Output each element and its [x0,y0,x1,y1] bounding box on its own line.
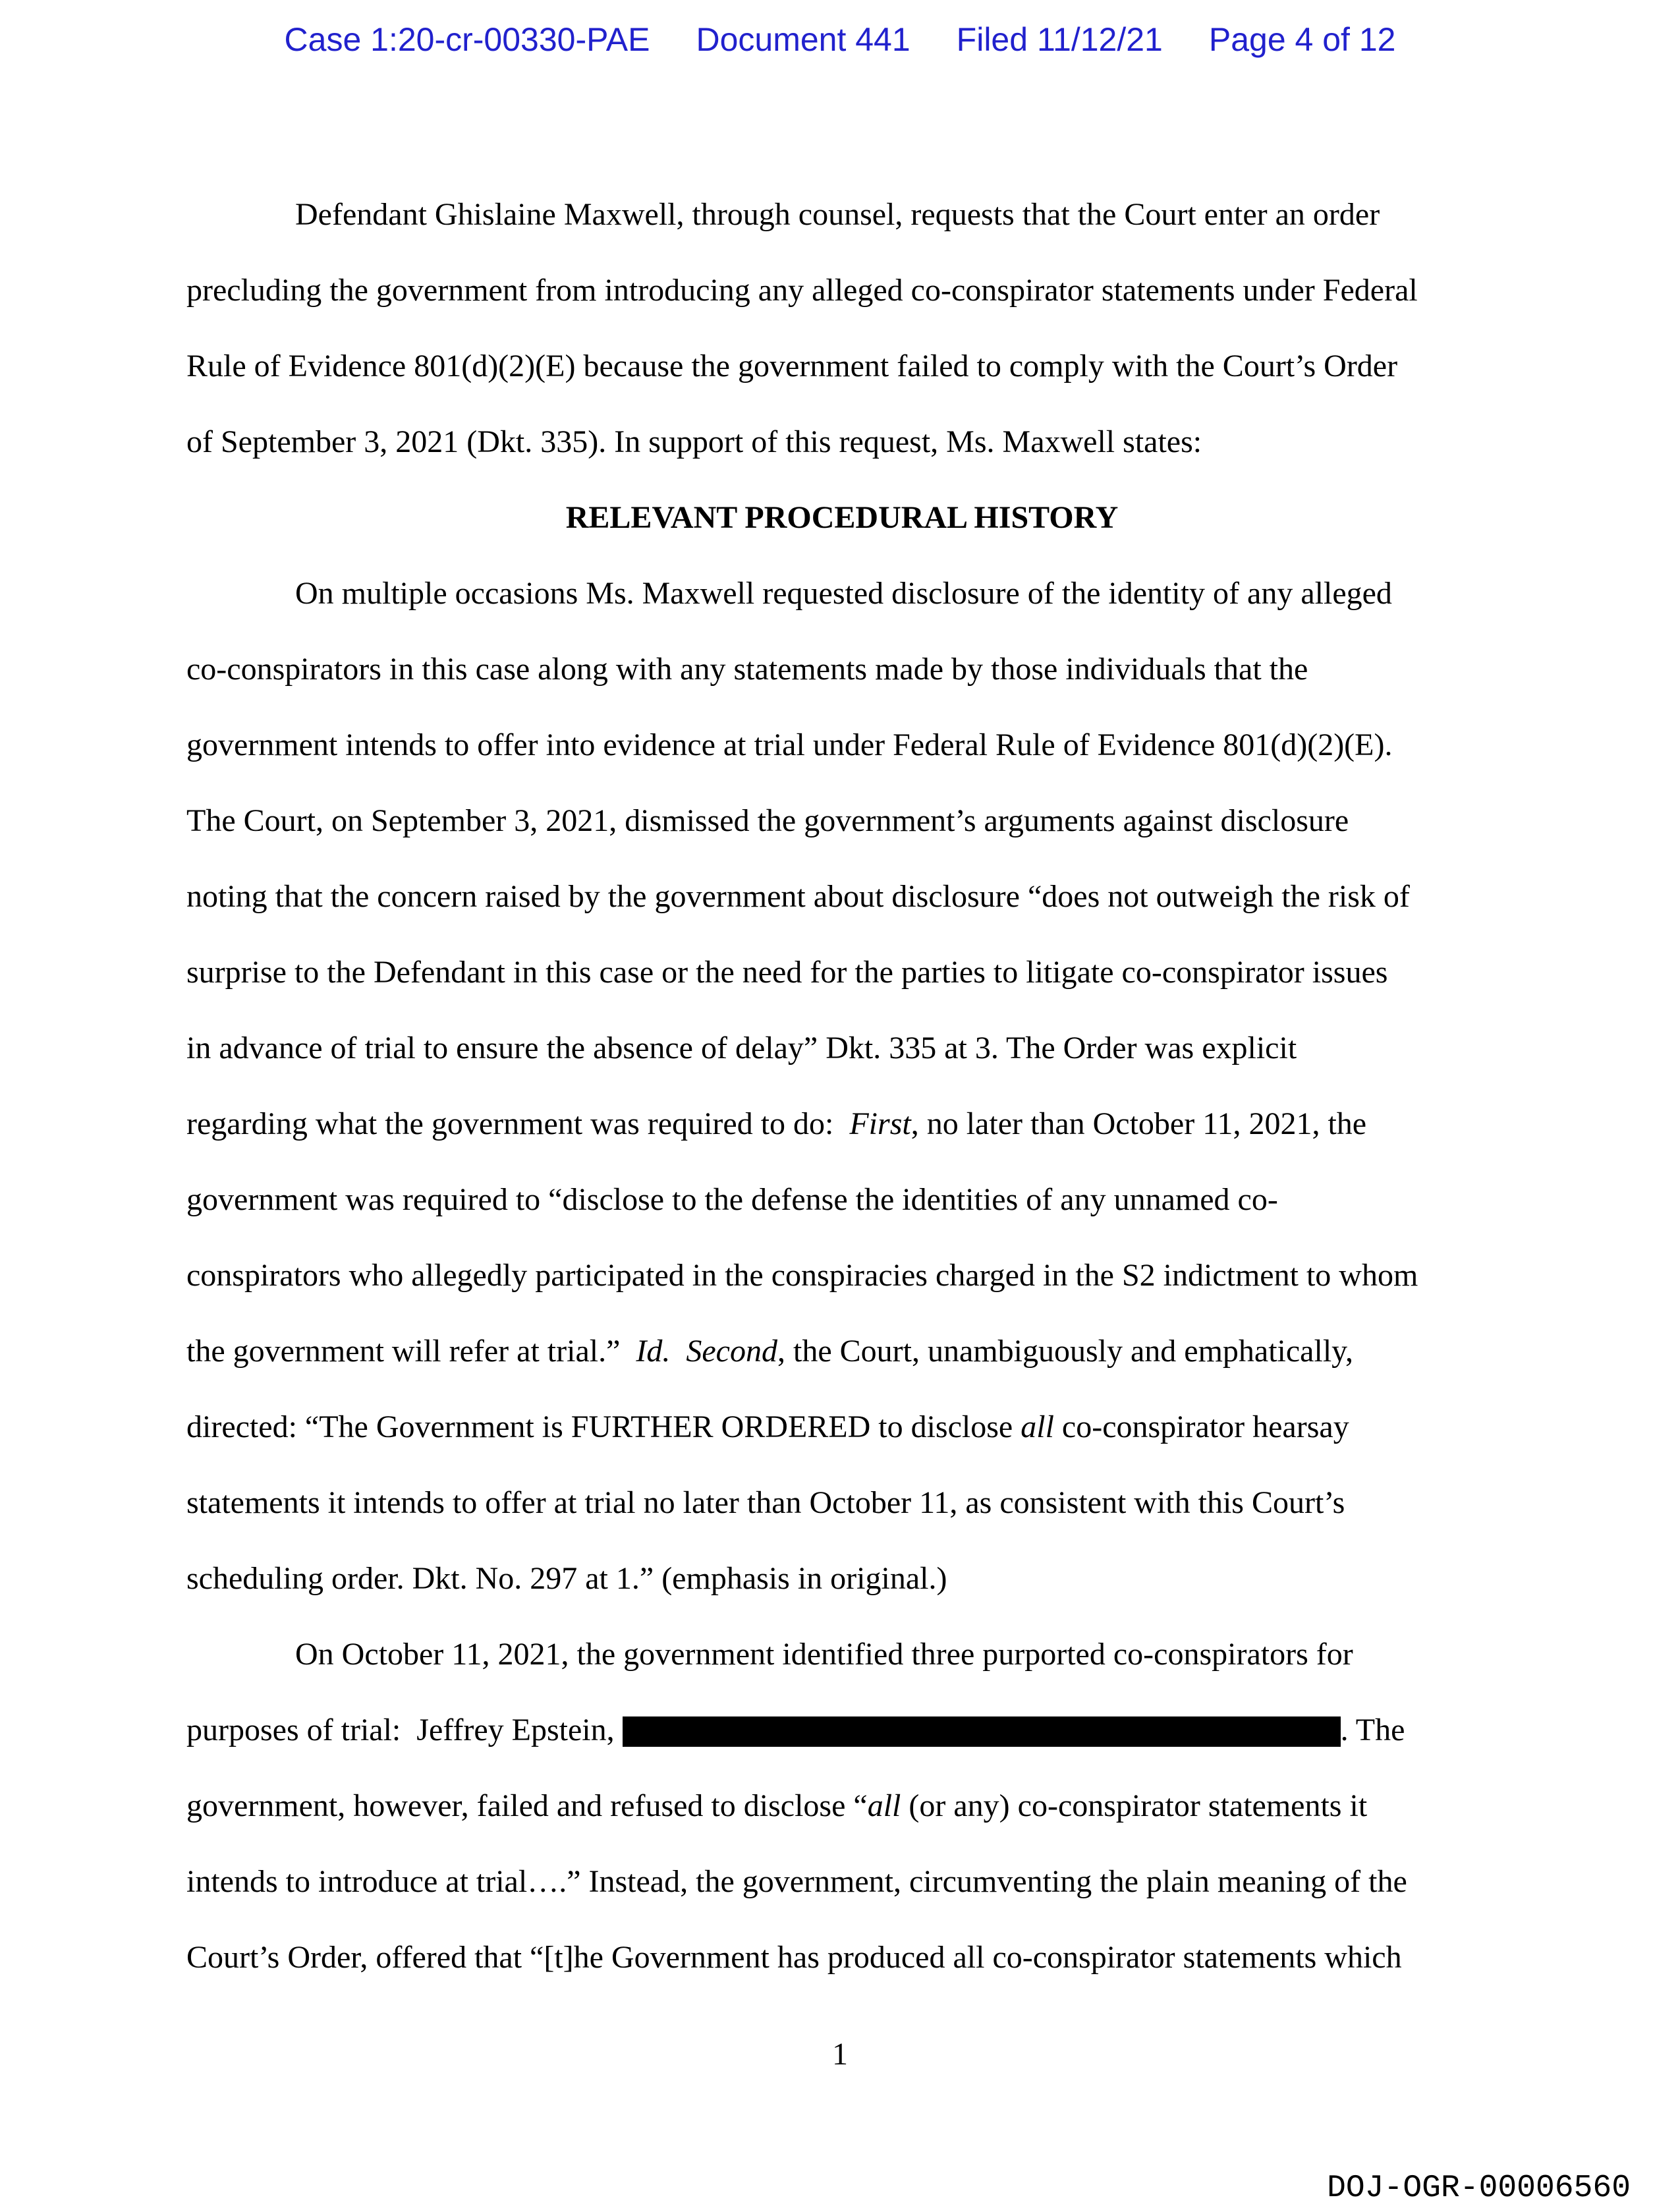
text-run: scheduling order. Dkt. No. 297 at 1.” (emphasis in original.) [186,1561,947,1596]
document-line [186,1313,1498,1389]
document-line [186,1919,1498,1995]
text-run: regarding what the government was required to do: [186,1106,850,1141]
document-line [186,1465,1498,1541]
text-run: surprise to the Defendant in this case or the need for the parties to litigate co-conspirator issues [186,955,1388,990]
italic-text-run: First [849,1106,911,1141]
document-line [186,1541,1498,1616]
header-page-indicator: Page 4 of 12 [1208,21,1396,58]
text-run: government, however, failed and refused to disclose “ [186,1788,868,1823]
text-run: precluding the government from introducing any alleged co-conspirator statements under Federal [186,273,1418,308]
italic-text-run: Id. [636,1334,671,1369]
text-run: Rule of Evidence 801(d)(2)(E) because the government failed to comply with the Court’s Order [186,349,1398,383]
text-run: Court’s Order, offered that “[t]he Government has produced all co-conspirator statements which [186,1940,1402,1975]
text-run: government was required to “disclose to the defense the identities of any unnamed co- [186,1182,1278,1217]
document-body [186,177,1498,1995]
text-run: the government will refer at trial.” [186,1334,636,1369]
section-heading: RELEVANT PROCEDURAL HISTORY [565,500,1119,535]
text-run: of September 3, 2021 (Dkt. 335). In support of this request, Ms. Maxwell states: [186,424,1202,459]
page-number: 1 [832,2037,848,2072]
text-run: On October 11, 2021, the government identified three purported co-conspirators for [295,1637,1353,1672]
text-run: On multiple occasions Ms. Maxwell requested disclosure of the identity of any alleged [295,576,1392,611]
document-line [186,1844,1498,1919]
document-line [186,1616,1498,1692]
text-run: . The [1340,1713,1405,1747]
text-run: , the Court, unambiguously and emphatically, [777,1334,1354,1369]
bates-number: DOJ-OGR-00006560 [1327,2170,1631,2206]
text-run: (or any) co-conspirator statements it [901,1788,1368,1823]
italic-text-run: all [1021,1409,1054,1444]
court-stamp-header [0,20,1680,59]
redaction-bar [623,1716,1341,1747]
document-line [186,1010,1498,1086]
text-run: directed: “The Government is FURTHER ORDERED to disclose [186,1409,1021,1444]
document-line [186,1237,1498,1313]
text-run: conspirators who allegedly participated in the conspiracies charged in the S2 indictment to whom [186,1258,1418,1293]
text-run: purposes of trial: Jeffrey Epstein, [186,1713,623,1747]
text-run: Defendant Ghislaine Maxwell, through counsel, requests that the Court enter an order [295,197,1380,232]
document-line [186,1768,1498,1844]
text-run: statements it intends to offer at trial no later than October 11, as consistent with this Court’s [186,1485,1345,1520]
document-line [186,252,1498,328]
text-run: government intends to offer into evidence at trial under Federal Rule of Evidence 801(d)(2)(E). [186,727,1393,762]
document-line [186,404,1498,480]
text-run: intends to introduce at trial….” Instead, the government, circumventing the plain meaning of the [186,1864,1407,1899]
italic-text-run: Second [686,1334,777,1369]
text-run: co-conspirator hearsay [1053,1409,1349,1444]
document-line [186,1162,1498,1237]
text-run [670,1334,686,1369]
text-run: noting that the concern raised by the government about disclosure “does not outweigh the risk of [186,879,1410,914]
text-run: The Court, on September 3, 2021, dismissed the government’s arguments against disclosure [186,803,1349,838]
document-line [186,1692,1498,1768]
header-filed-date: Filed 11/12/21 [956,21,1163,58]
text-run: co-conspirators in this case along with any statements made by those individuals that the [186,652,1308,687]
document-line [186,783,1498,859]
document-line [186,631,1498,707]
text-run: in advance of trial to ensure the absence of delay” Dkt. 335 at 3. The Order was explicit [186,1031,1297,1065]
header-case-number: Case 1:20-cr-00330-PAE [284,21,650,58]
italic-text-run: all [867,1788,901,1823]
header-document-number: Document 441 [696,21,910,58]
document-line [186,555,1498,631]
document-line [186,934,1498,1010]
document-line [186,1086,1498,1162]
document-line [186,707,1498,783]
document-line [186,859,1498,934]
document-line [186,1389,1498,1465]
document-line [186,177,1498,252]
document-line [186,328,1498,404]
text-run: , no later than October 11, 2021, the [910,1106,1367,1141]
